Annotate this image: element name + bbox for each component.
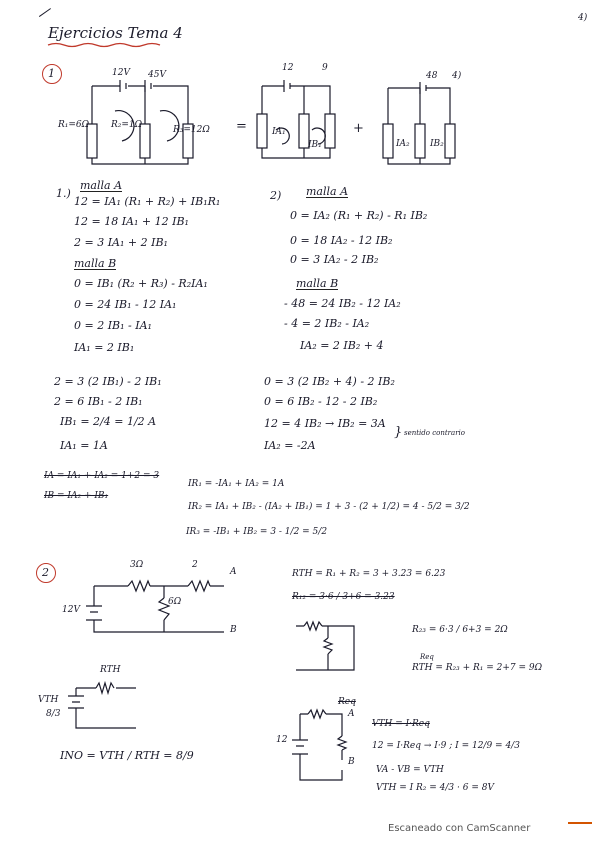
ex1-ib-total: IB = IA₂ + IB₁ <box>44 491 109 501</box>
ex1-right-malla-b: malla B <box>296 277 339 290</box>
ex1-left-la-0: 12 = IA₁ (R₁ + R₂) + IB₁R₁ <box>74 195 221 208</box>
ex1-right-malla-a: malla A <box>306 185 349 198</box>
ex1-left-malla-b: malla B <box>74 257 117 270</box>
ex1-ir3: IR₃ = -IB₁ + IB₂ = 3 - 1/2 = 5/2 <box>186 527 328 537</box>
ex2-circ-b: B <box>348 757 355 767</box>
ex1-mid-v1: 12 <box>282 63 294 73</box>
ex2-thev-vth: VTH <box>38 695 59 705</box>
ex2-circ-a: A <box>348 709 355 719</box>
ex1-right-la-0: 0 = IA₂ (R₁ + R₂) - R₁ IB₂ <box>290 209 428 222</box>
ex1-right-lb-2: IA₂ = 2 IB₂ + 4 <box>300 339 384 352</box>
ex1-circuit-right <box>380 71 480 174</box>
ex2-thevenin-circuit <box>56 672 146 730</box>
ex2-circ-v: 12 <box>276 735 288 745</box>
ex1-left-malla-a: malla A <box>80 179 123 192</box>
ex1-circuit-left <box>60 66 210 171</box>
footer-accent <box>568 822 592 824</box>
page-title: Ejercicios Tema 4 <box>48 24 183 42</box>
ex1-number: 1 <box>48 67 55 80</box>
ex2-i-line: 12 = I·Req → I·9 ; I = 12/9 = 4/3 <box>372 741 520 751</box>
ex2-a: A <box>230 567 237 577</box>
ex1-right-ib: IB₂ <box>430 139 444 149</box>
ex1-left-part: 1.) <box>56 187 71 200</box>
ex2-number: 2 <box>42 566 49 579</box>
ex1-left-lb-2: 0 = 2 IB₁ - IA₁ <box>74 319 152 332</box>
ex1-v1: 12V <box>112 68 130 78</box>
ex1-left-lb-0: 0 = IB₁ (R₂ + R₃) - R₂IA₁ <box>74 277 208 290</box>
ex2-vab: VA - VB = VTH <box>376 765 444 775</box>
corner-mark: 4) <box>578 13 588 23</box>
ex1-right-la-1: 0 = 18 IA₂ - 12 IB₂ <box>290 234 393 247</box>
ex2-req-strike: Req <box>338 697 356 707</box>
ex1-r1: R₁=6Ω <box>58 120 90 130</box>
ex1-equals: = <box>236 119 247 134</box>
ex1-left-la-2: 2 = 3 IA₁ + 2 IB₁ <box>74 236 168 249</box>
ex1-right-v2: 4) <box>452 71 462 81</box>
ex1-left-sol-0: 2 = 3 (2 IB₁) - 2 IB₁ <box>54 375 162 388</box>
ex1-right-sol-1: 0 = 6 IB₂ - 12 - 2 IB₂ <box>264 395 378 408</box>
corner-stroke <box>39 8 51 17</box>
ex1-right-lb-1: - 4 = 2 IB₂ - IA₂ <box>284 317 370 330</box>
ex1-right-ia: IA₂ <box>396 139 410 149</box>
ex1-left-sol-1: 2 = 6 IB₁ - 2 IB₁ <box>54 395 143 408</box>
ex1-ir2: IR₂ = IA₁ + IB₂ - (IA₂ + IB₁) = 1 + 3 - (2 + 1/2) = 4 - 5/2 = 3/2 <box>188 502 470 512</box>
ex1-plus: + <box>353 121 364 136</box>
ex1-right-sol-3: IA₂ = -2A <box>264 439 316 452</box>
ex2-r3: 6Ω <box>168 597 182 607</box>
ex2-rth-line2: R₁₂ = 3·6 / 3+6 = 3.23 <box>292 592 395 602</box>
scanner-watermark: Escaneado con CamScanner <box>388 823 531 834</box>
ex1-left-lb-1: 0 = 24 IB₁ - 12 IA₁ <box>74 298 177 311</box>
ex2-thev-vth-value: 8/3 <box>46 709 61 719</box>
title-underline <box>46 42 166 48</box>
ex1-mid-v2: 9 <box>322 63 328 73</box>
ex1-circuit-middle <box>252 72 352 172</box>
ex2-vth-line: VTH = I R₂ = 4/3 · 6 = 8V <box>376 783 494 793</box>
ex1-right-la-2: 0 = 3 IA₂ - 2 IB₂ <box>290 253 379 266</box>
ex2-ino: INO = VTH / RTH = 8/9 <box>60 749 194 762</box>
ex1-ia-total: IA = IA₁ + IA₂ = 1+2 = 3 <box>44 471 160 481</box>
ex2-rth-line1: RTH = R₁ + R₂ = 3 + 3.23 = 6.23 <box>292 569 446 579</box>
ex1-right-sol-0: 0 = 3 (2 IB₂ + 4) - 2 IB₂ <box>264 375 395 388</box>
ex2-v: 12V <box>62 605 80 615</box>
ex2-rth-total: RTH = R₂₃ + R₁ = 2+7 = 9Ω <box>412 663 543 673</box>
ex1-mid-ib: IB₁ <box>308 140 322 150</box>
ex2-circuit <box>82 568 242 640</box>
ex1-r3: R₃=12Ω <box>173 125 210 135</box>
ex2-rth-circuit <box>292 620 382 672</box>
ex1-right-sol-2: 12 = 4 IB₂ → IB₂ = 3A <box>264 417 386 430</box>
ex1-r2: R₂=1Ω <box>111 120 143 130</box>
ex2-vth-strike: VTH = I·Req <box>372 719 430 729</box>
ex2-r2: 2 <box>192 560 198 570</box>
ex1-right-lb-0: - 48 = 24 IB₂ - 12 IA₂ <box>284 297 401 310</box>
ex1-left-sol-3: IA₁ = 1A <box>60 439 108 452</box>
ex2-b: B <box>230 625 237 635</box>
ex1-ir1: IR₁ = -IA₁ + IA₂ = 1A <box>188 479 285 489</box>
ex1-left-la-1: 12 = 18 IA₁ + 12 IB₁ <box>74 215 189 228</box>
ex1-right-part: 2) <box>270 189 282 202</box>
ex2-thev-rth: RTH <box>100 665 121 675</box>
ex1-left-lb-3: IA₁ = 2 IB₁ <box>74 341 135 354</box>
ex1-right-note: sentido contrario <box>404 429 465 437</box>
ex1-note-brace: } <box>394 425 403 440</box>
ex2-req-label: Req <box>420 653 434 661</box>
ex1-mid-ia: IA₁ <box>272 127 286 137</box>
ex1-v2: 45V <box>148 70 166 80</box>
ex2-r23: R₂₃ = 6·3 / 6+3 = 2Ω <box>412 625 508 635</box>
ex1-left-sol-2: IB₁ = 2/4 = 1/2 A <box>60 415 157 428</box>
ex2-r1: 3Ω <box>130 560 144 570</box>
ex1-right-v1: 48 <box>426 71 438 81</box>
